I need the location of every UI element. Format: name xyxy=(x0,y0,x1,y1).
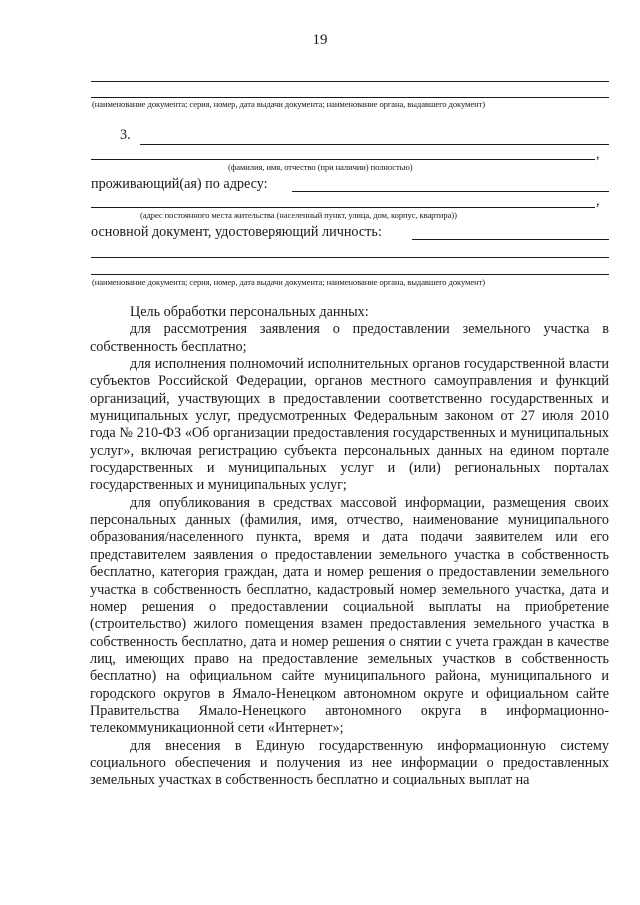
blank-line xyxy=(91,274,609,275)
purposes-section xyxy=(90,304,609,790)
fio-caption: (фамилия, имя, отчество (при наличии) полностью) xyxy=(228,162,413,172)
document-caption: (наименование документа; серия, номер, дата выдачи документа; наименование органа, выдавшего документ) xyxy=(92,99,486,109)
blank-line xyxy=(412,239,609,240)
blank-line xyxy=(91,81,609,82)
page-number: 19 xyxy=(312,32,328,48)
comma: , xyxy=(596,146,600,162)
blank-line xyxy=(91,207,595,208)
blank-line xyxy=(140,144,609,145)
blank-line xyxy=(91,159,595,160)
residence-label: проживающий(ая) по адресу: xyxy=(91,176,268,192)
blank-line xyxy=(91,97,609,98)
purpose-paragraph: для опубликования в средствах массовой информации, размещения своих персональных данных (фамилия, имя, отчество, наименование муниципального образования/населенного пункта, время и дата подачи заявителем или его представителем заявления о предоставлении земельного участка в собственность бесплатно, категория граждан, дата и номер решения о предоставлении земельного участка в собственность бесплатно, кадастровый номер земельного участка, дата и номер решения о предоставлении социальной выплаты на приобретение (строительство) жилого помещения взамен предоставления земельного участка в собственность бесплатно, дата и номер решения о снятии с учета граждан в качестве лиц, имеющих право на предоставление земельных участков в собственность бесплатно) на официальном сайте муниципального района, муниципального и городского округов в Ямало-Ненецком автономном округе и официальном сайте Правительства Ямало-Ненецкого автономного округа в информационно-телекоммуникационной сети «Интернет»; xyxy=(90,494,609,737)
blank-line xyxy=(292,191,609,192)
comma: , xyxy=(596,193,600,209)
document-caption: (наименование документа; серия, номер, дата выдачи документа; наименование органа, выдавшего документ) xyxy=(92,277,486,287)
address-caption: (адрес постоянного места жительства (населенный пункт, улица, дом, корпус, квартира)) xyxy=(140,210,457,220)
item-number: 3. xyxy=(120,127,131,143)
purpose-paragraph: для рассмотрения заявления о предоставлении земельного участка в собственность бесплатно; xyxy=(90,321,609,355)
purpose-paragraph: для внесения в Единую государственную информационную систему социального обеспечения и получения из нее информации о предоставленных земельных участках в собственность бесплатно и социальных выплат на xyxy=(90,737,609,789)
identity-document-label: основной документ, удостоверяющий личность: xyxy=(91,224,382,240)
purposes-heading: Цель обработки персональных данных: xyxy=(130,304,369,320)
blank-line xyxy=(91,257,609,258)
purpose-paragraph: для исполнения полномочий исполнительных органов государственной власти субъектов Российской Федерации, органов местного самоуправления и функций организаций, участвующих в предоставлении соответственно государственных и муниципальных услуг, предусмотренных Федеральным законом от 27 июля 2010 года № 210-ФЗ «Об организации предоставления государственных и муниципальных услуг», включая регистрацию субъекта персональных данных на едином портале государственных и муниципальных услуг и (или) региональных порталах государственных и муниципальных услуг; xyxy=(90,356,609,494)
